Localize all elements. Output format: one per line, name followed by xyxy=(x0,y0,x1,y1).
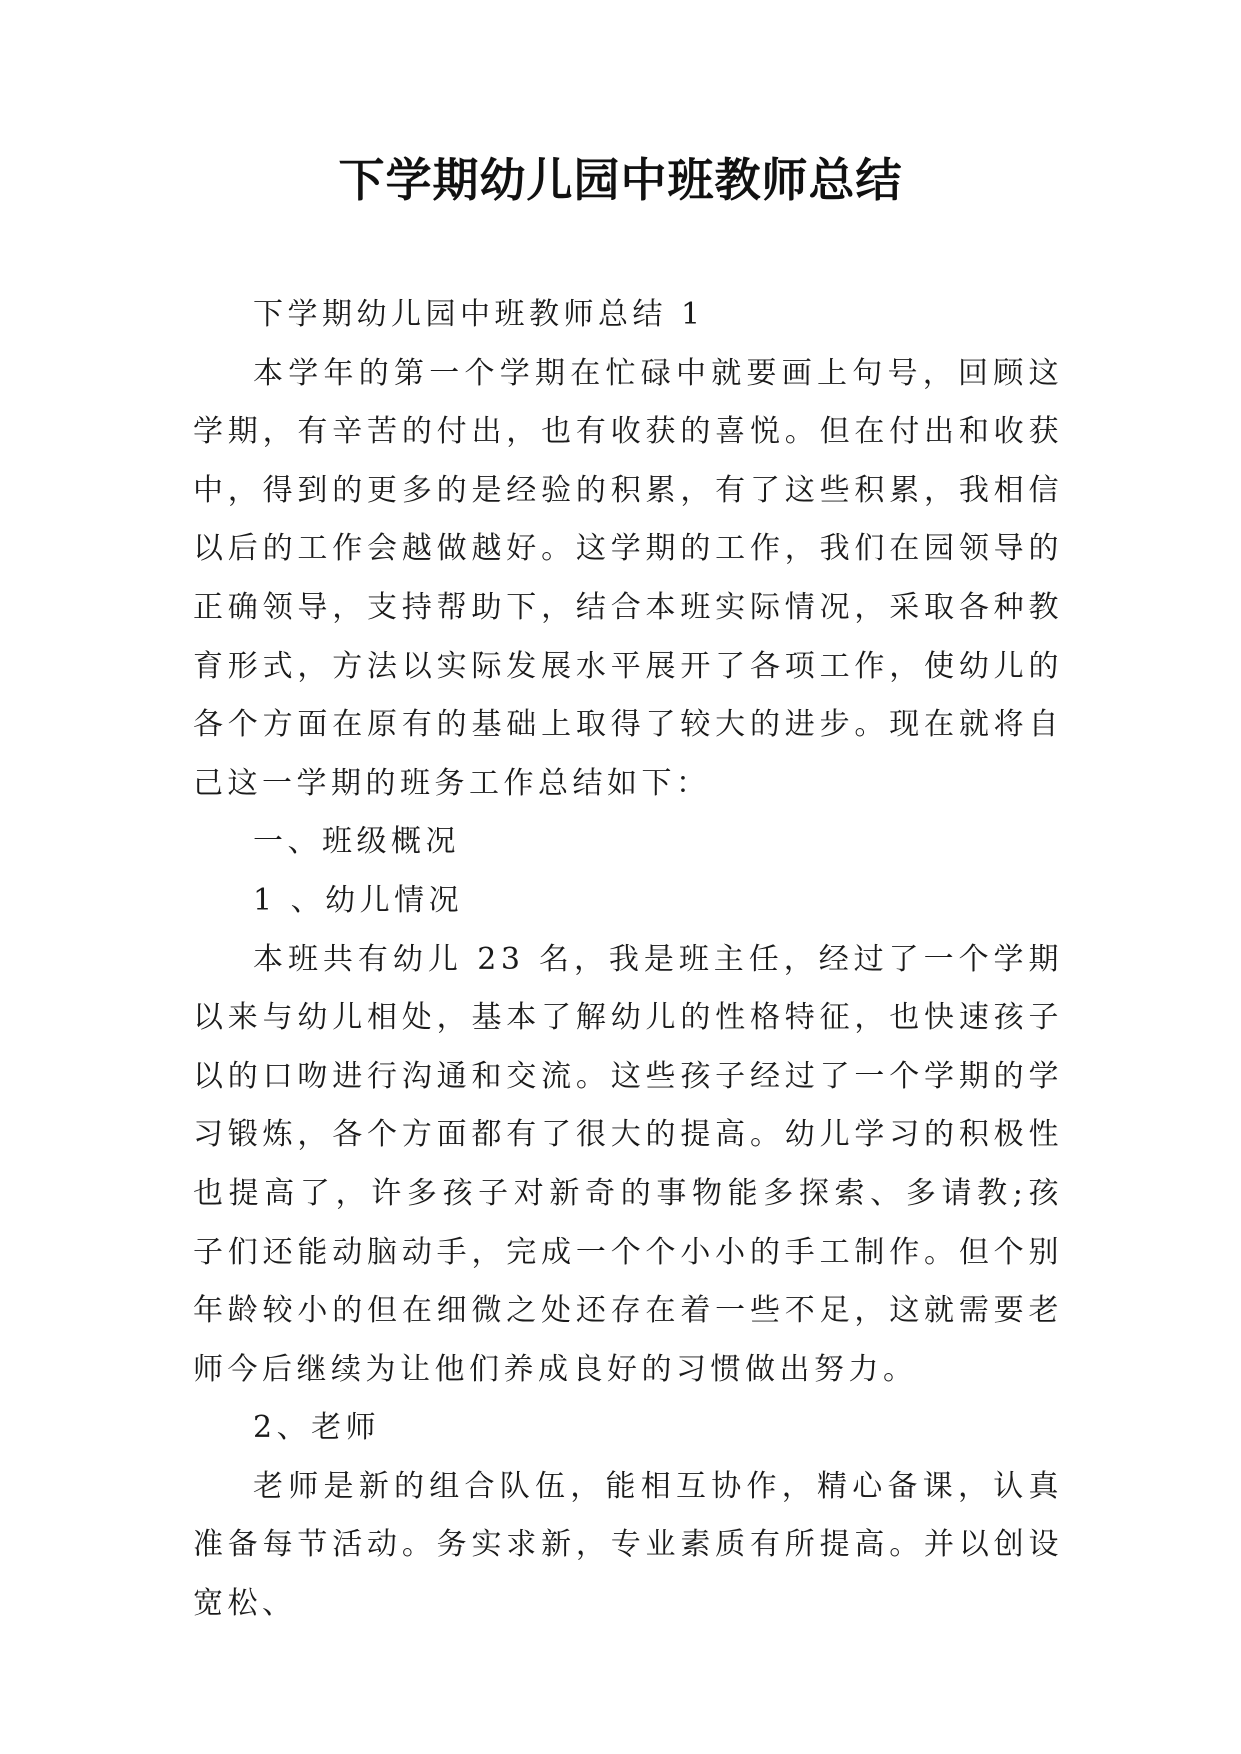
subheading-teachers: 2、老师 xyxy=(253,1410,381,1446)
subheading-children: 1 、幼儿情况 xyxy=(253,882,464,918)
document-title: 下学期幼儿园中班教师总结 xyxy=(338,153,903,207)
paragraph-intro: 本学年的第一个学期在忙碌中就要画上句号，回顾这学期，有辛苦的付出，也有收获的喜悦。但在付出和收获中，得到的更多的是经验的积累，有了这些积累，我相信以后的工作会越做越好。这学期的工作，我们在园领导的正确领导，支持帮助下，结合本班实际情况，采取各种教育形式，方法以实际发展水平展开了各项工作，使幼儿的各个方面在原有的基础上取得了较大的进步。现在就将自己这一学期的班务工作总结如下： xyxy=(193,355,1063,801)
paragraph-teachers: 老师是新的组合队伍，能相互协作，精心备课，认真准备每节活动。务实求新，专业素质有所提高。并以创设宽松、 xyxy=(193,1468,1063,1622)
section-heading-class-overview: 一、班级概况 xyxy=(253,824,460,860)
document-body xyxy=(193,286,1063,1634)
section-heading: 下学期幼儿园中班教师总结 1 xyxy=(253,297,705,332)
paragraph-children: 本班共有幼儿 23 名，我是班主任，经过了一个学期以来与幼儿相处，基本了解幼儿的性格特征，也快速孩子以的口吻进行沟通和交流。这些孩子经过了一个学期的学习锻炼，各个方面都有了很大的提高。幼儿学习的积极性也提高了，许多孩子对新奇的事物能多探索、多请教;孩子们还能动脑动手，完成一个个小小的手工制作。但个别年龄较小的但在细微之处还存在着一些不足，这就需要老师今后继续为让他们养成良好的习惯做出努力。 xyxy=(193,941,1063,1387)
